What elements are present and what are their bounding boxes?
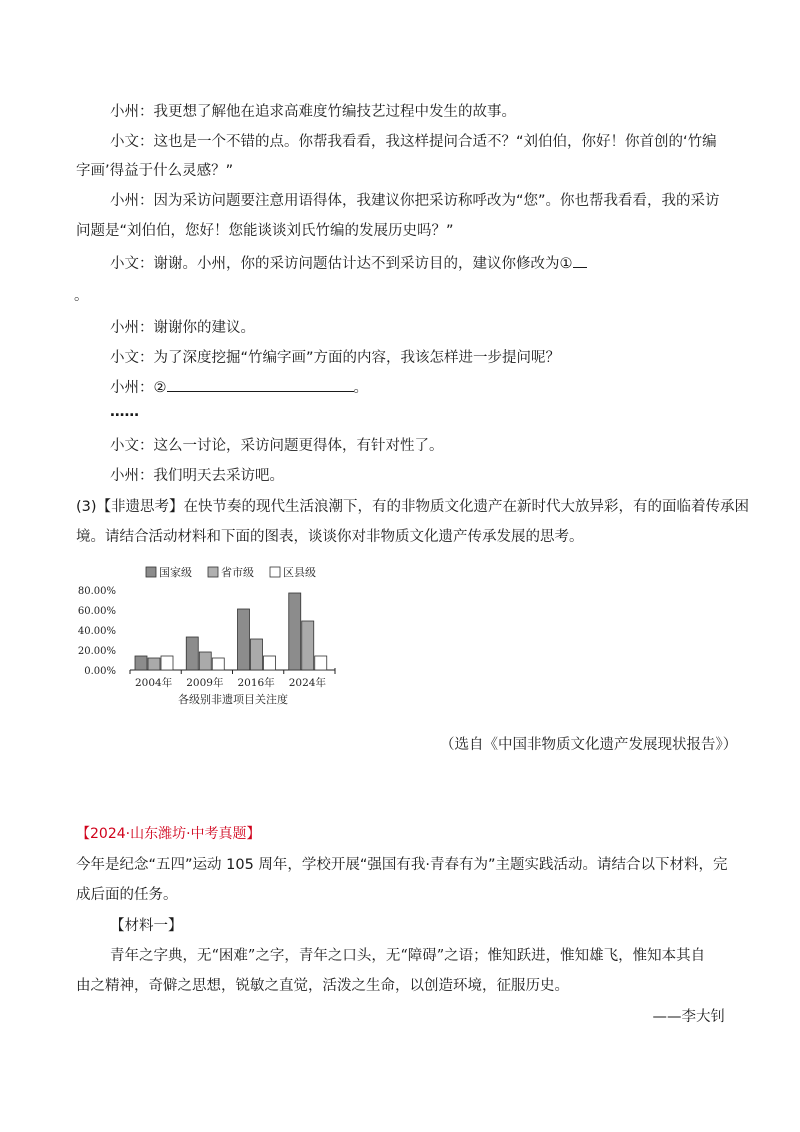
dialogue-line: 问题是“刘伯伯，您好！您能谈谈刘氏竹编的发展历史吗？” [76,223,454,239]
chart-title: 各级别非遗项目关注度 [178,693,288,706]
dialogue-line: 小州：我更想了解他在追求高难度竹编技艺过程中发生的故事。 [110,104,516,120]
dialogue-text: 。 [353,380,368,396]
bar-国家级 [135,656,147,670]
dialogue-line [110,252,587,273]
bar-国家级 [238,609,250,670]
x-tick-label: 2016年 [237,677,275,689]
bar-国家级 [186,637,198,670]
legend-swatch [208,567,218,577]
dialogue-line: 小州：我们明天去采访吧。 [110,468,284,484]
answer-blank-2[interactable] [167,377,354,392]
question-3: 境。请结合活动材料和下面的图表，谈谈你对非物质文化遗产传承发展的思考。 [76,529,584,545]
bar-省市级 [302,621,314,670]
dialogue-text: 小州：② [110,380,167,396]
bar-省市级 [251,639,263,670]
bar-区县级 [264,656,276,670]
legend-label: 区县级 [283,566,316,579]
legend-label: 国家级 [159,566,192,579]
x-tick-label: 2024年 [288,677,326,689]
y-tick-label: 0.00% [84,666,116,677]
x-tick-label: 2004年 [135,677,173,689]
dialogue-line: 小文：这么一讨论，采访问题更得体，有针对性了。 [110,438,444,454]
dialogue-line: 字画’得益于什么灵感？” [76,163,234,179]
exam-intro: 今年是纪念“五四”运动 105 周年，学校开展“强国有我·青春有为”主题实践活动。请结合以下材料，完 [76,857,728,873]
bar-区县级 [161,656,173,670]
bar-省市级 [199,652,211,670]
ellipsis: …… [110,404,139,420]
dialogue-line [110,376,368,397]
quote-author: ——李大钊 [652,1009,725,1025]
quote-line: 青年之字典，无“困难”之字，青年之口头，无“障碍”之语；惟知跃进，惟知雄飞，惟知本其自 [110,948,706,964]
exam-intro: 成后面的任务。 [76,887,178,903]
x-tick-label: 2009年 [186,677,224,689]
bar-区县级 [212,658,224,670]
exam-tag: 【2024·山东潍坊·中考真题】 [76,826,261,842]
dialogue-line: 小州：谢谢你的建议。 [110,320,255,336]
legend-swatch [146,567,156,577]
bar-区县级 [315,656,327,670]
dialogue-line: 小州：因为采访问题要注意用语得体，我建议你把采访称呼改为“您”。你也帮我看看，我的采访 [110,193,720,209]
legend-swatch [270,567,280,577]
legend-label: 省市级 [221,566,254,579]
bar-国家级 [289,593,301,670]
y-tick-label: 40.00% [77,626,116,637]
dialogue-line: 小文：这也是一个不错的点。你帮我看看，我这样提问合适不？“刘伯伯，你好！你首创的‘竹编 [110,134,717,150]
y-tick-label: 80.00% [77,586,116,597]
bar-省市级 [148,658,160,670]
source-note: （选自《中国非物质文化遗产发展现状报告》） [440,737,738,753]
y-tick-label: 60.00% [77,606,116,617]
dialogue-line: 小文：为了深度挖掘“竹编字画”方面的内容，我该怎样进一步提问呢？ [110,350,561,366]
material-title: 【材料一】 [110,918,183,934]
quote-line: 由之精神，奇僻之思想，锐敏之直觉，活泼之生命，以创造环境，征服历史。 [76,978,569,994]
dialogue-text: 小文：谢谢。小州，你的采访问题估计达不到采访目的，建议你修改为① [110,256,573,272]
y-tick-label: 20.00% [77,646,116,657]
answer-blank-1[interactable] [573,253,587,268]
dialogue-line: 。 [74,288,89,304]
question-3: (3)【非遗思考】在快节奏的现代生活浪潮下，有的非物质文化遗产在新时代大放异彩，有的面临着传承困 [76,499,750,515]
bar-chart [70,560,340,715]
